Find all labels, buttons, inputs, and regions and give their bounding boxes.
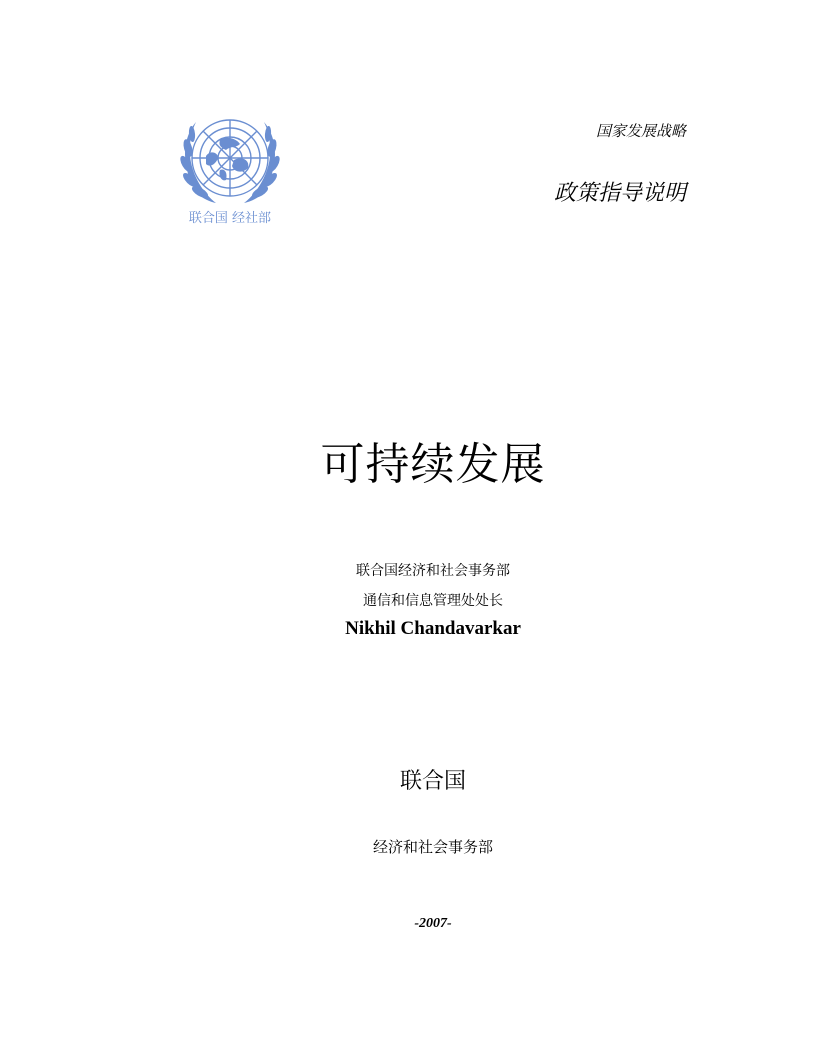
publisher-name: 联合国 bbox=[399, 769, 466, 794]
author-department: 联合国经济和社会事务部 bbox=[356, 563, 510, 579]
series-title: 国家发展战略 bbox=[595, 122, 686, 140]
un-emblem-icon bbox=[176, 110, 284, 210]
publication-year: -2007- bbox=[414, 916, 452, 931]
page-title: 可持续发展 bbox=[320, 439, 546, 490]
publisher-department: 经济和社会事务部 bbox=[372, 838, 493, 856]
author-name: Nikhil Chandavarkar bbox=[345, 618, 521, 639]
author-position: 通信和信息管理处处长 bbox=[363, 593, 503, 609]
un-desa-logo bbox=[176, 110, 284, 230]
logo-caption: 联合国 经社部 bbox=[188, 211, 272, 226]
series-subtitle: 政策指导说明 bbox=[553, 181, 686, 206]
